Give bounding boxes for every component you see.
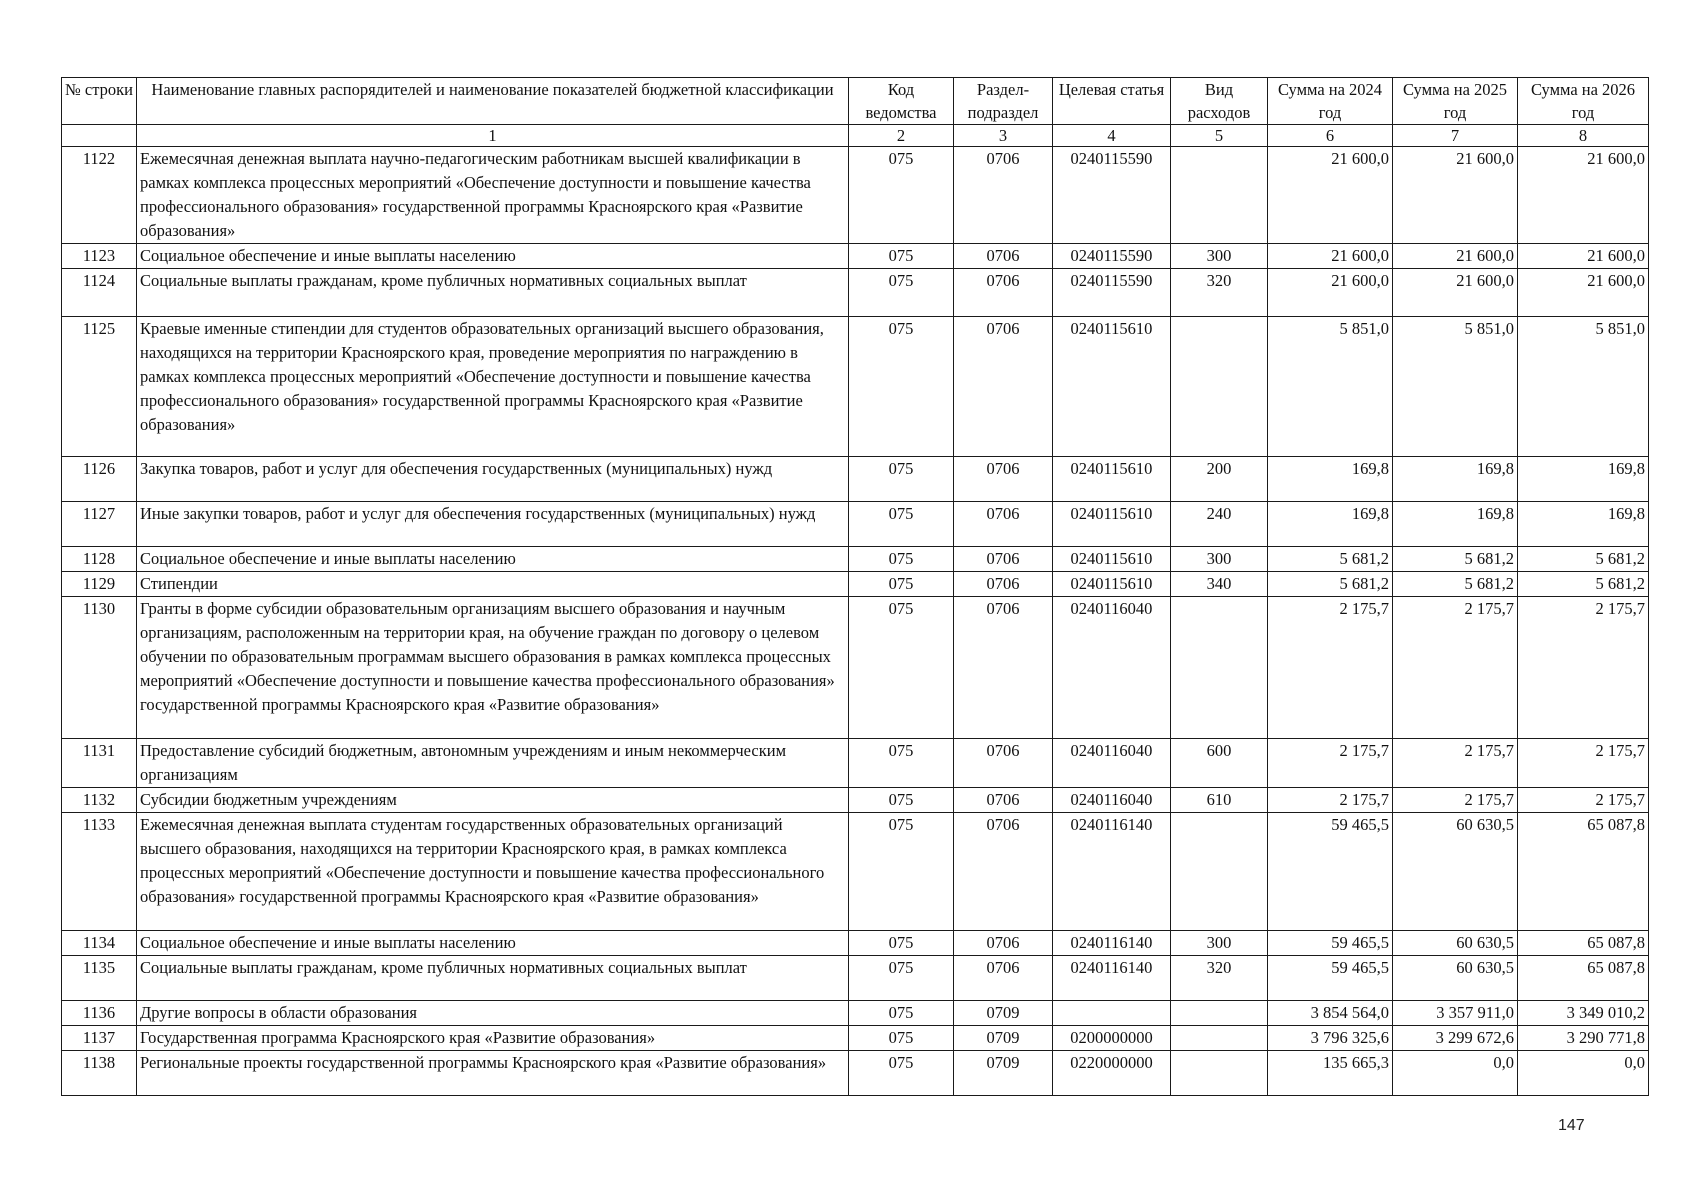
row-name: Ежемесячная денежная выплата студентам государственных образовательных организаций высшего образования, находящихся на территории Красноярского края, в рамках комплекса процессных мероприятий «Обеспечение доступности и повышение качества профессионального образования» государственной программы Красноярского края «Развитие образования» <box>137 813 849 931</box>
row-sum-2026: 2 175,7 <box>1518 788 1649 813</box>
row-sum-2026: 21 600,0 <box>1518 269 1649 317</box>
header-vr: Вид расходов <box>1171 78 1268 125</box>
row-sum-2025: 0,0 <box>1393 1051 1518 1096</box>
row-sum-2025: 169,8 <box>1393 457 1518 502</box>
table-row <box>62 1026 1649 1051</box>
row-sum-2026: 3 349 010,2 <box>1518 1001 1649 1026</box>
row-section-code: 0706 <box>954 739 1053 788</box>
column-number-row <box>62 125 1649 147</box>
row-name: Краевые именные стипендии для студентов образовательных организаций высшего образования, находящихся на территории Красноярского края, проведение мероприятия по награждению в рамках комплекса процессных мероприятий «Обеспечение доступности и повышение качества профессионального образования» государственной программы Красноярского края «Развитие образования» <box>137 317 849 457</box>
row-section-code: 0706 <box>954 269 1053 317</box>
row-ved-code: 075 <box>849 1001 954 1026</box>
row-sum-2025: 5 681,2 <box>1393 547 1518 572</box>
row-name: Социальное обеспечение и иные выплаты населению <box>137 244 849 269</box>
row-sum-2026: 169,8 <box>1518 457 1649 502</box>
row-sum-2026: 65 087,8 <box>1518 931 1649 956</box>
row-section-code: 0706 <box>954 547 1053 572</box>
row-number: 1126 <box>62 457 137 502</box>
row-sum-2024: 59 465,5 <box>1268 813 1393 931</box>
row-expense-type: 340 <box>1171 572 1268 597</box>
table-row <box>62 457 1649 502</box>
row-target-article: 0240115610 <box>1053 457 1171 502</box>
row-section-code: 0706 <box>954 244 1053 269</box>
row-target-article <box>1053 1001 1171 1026</box>
row-target-article: 0220000000 <box>1053 1051 1171 1096</box>
row-sum-2026: 5 851,0 <box>1518 317 1649 457</box>
column-number-blank <box>62 125 137 147</box>
row-expense-type <box>1171 1001 1268 1026</box>
row-ved-code: 075 <box>849 457 954 502</box>
row-ved-code: 075 <box>849 572 954 597</box>
row-sum-2025: 169,8 <box>1393 502 1518 547</box>
row-ved-code: 075 <box>849 317 954 457</box>
row-section-code: 0706 <box>954 147 1053 244</box>
row-section-code: 0706 <box>954 457 1053 502</box>
row-ved-code: 075 <box>849 547 954 572</box>
row-ved-code: 075 <box>849 788 954 813</box>
row-sum-2024: 2 175,7 <box>1268 739 1393 788</box>
table-header-row <box>62 78 1649 125</box>
row-name: Стипендии <box>137 572 849 597</box>
row-section-code: 0706 <box>954 317 1053 457</box>
row-sum-2026: 65 087,8 <box>1518 956 1649 1001</box>
row-sum-2025: 60 630,5 <box>1393 931 1518 956</box>
row-sum-2025: 3 357 911,0 <box>1393 1001 1518 1026</box>
row-number: 1125 <box>62 317 137 457</box>
row-ved-code: 075 <box>849 813 954 931</box>
row-sum-2026: 5 681,2 <box>1518 547 1649 572</box>
row-sum-2025: 60 630,5 <box>1393 813 1518 931</box>
row-expense-type <box>1171 147 1268 244</box>
row-section-code: 0709 <box>954 1026 1053 1051</box>
table-row <box>62 956 1649 1001</box>
row-sum-2025: 2 175,7 <box>1393 739 1518 788</box>
row-expense-type <box>1171 1026 1268 1051</box>
row-target-article: 0240116040 <box>1053 788 1171 813</box>
header-sum-2024: Сумма на 2024 год <box>1268 78 1393 125</box>
row-number: 1130 <box>62 597 137 739</box>
table-row <box>62 317 1649 457</box>
row-name: Предоставление субсидий бюджетным, автономным учреждениям и иным некоммерческим организациям <box>137 739 849 788</box>
row-expense-type <box>1171 1051 1268 1096</box>
row-number: 1124 <box>62 269 137 317</box>
row-name: Социальные выплаты гражданам, кроме публичных нормативных социальных выплат <box>137 269 849 317</box>
table-row <box>62 547 1649 572</box>
row-name: Социальное обеспечение и иные выплаты населению <box>137 931 849 956</box>
column-number: 3 <box>954 125 1053 147</box>
column-number: 2 <box>849 125 954 147</box>
row-section-code: 0706 <box>954 813 1053 931</box>
row-name: Социальное обеспечение и иные выплаты населению <box>137 547 849 572</box>
row-target-article: 0240115610 <box>1053 317 1171 457</box>
header-ved: Код ведомства <box>849 78 954 125</box>
table-row <box>62 502 1649 547</box>
row-name: Ежемесячная денежная выплата научно-педагогическим работникам высшей квалификации в рамках комплекса процессных мероприятий «Обеспечение доступности и повышение качества профессионального образования» государственной программы Красноярского края «Развитие образования» <box>137 147 849 244</box>
row-sum-2026: 65 087,8 <box>1518 813 1649 931</box>
row-sum-2025: 21 600,0 <box>1393 147 1518 244</box>
row-expense-type: 600 <box>1171 739 1268 788</box>
column-number: 6 <box>1268 125 1393 147</box>
row-sum-2025: 3 299 672,6 <box>1393 1026 1518 1051</box>
table-row <box>62 1051 1649 1096</box>
row-expense-type <box>1171 813 1268 931</box>
table-row <box>62 147 1649 244</box>
row-target-article: 0240115590 <box>1053 244 1171 269</box>
row-name: Региональные проекты государственной программы Красноярского края «Развитие образования» <box>137 1051 849 1096</box>
row-name: Гранты в форме субсидии образовательным организациям высшего образования и научным организациям, расположенным на территории края, на обучение граждан по договору о целевом обучении по образовательным программам высшего образования в рамках комплекса процессных мероприятий «Обеспечение доступности и повышение качества профессионального образования» государственной программы Красноярского края «Развитие образования» <box>137 597 849 739</box>
row-sum-2026: 2 175,7 <box>1518 739 1649 788</box>
column-number: 8 <box>1518 125 1649 147</box>
row-number: 1138 <box>62 1051 137 1096</box>
row-number: 1123 <box>62 244 137 269</box>
row-sum-2024: 2 175,7 <box>1268 597 1393 739</box>
row-ved-code: 075 <box>849 269 954 317</box>
row-sum-2026: 21 600,0 <box>1518 244 1649 269</box>
row-section-code: 0706 <box>954 931 1053 956</box>
row-number: 1127 <box>62 502 137 547</box>
column-number: 4 <box>1053 125 1171 147</box>
column-number: 5 <box>1171 125 1268 147</box>
row-ved-code: 075 <box>849 147 954 244</box>
row-number: 1122 <box>62 147 137 244</box>
row-sum-2025: 5 681,2 <box>1393 572 1518 597</box>
header-row-no: № строки <box>62 78 137 125</box>
row-sum-2024: 3 796 325,6 <box>1268 1026 1393 1051</box>
row-ved-code: 075 <box>849 244 954 269</box>
row-sum-2024: 169,8 <box>1268 502 1393 547</box>
row-sum-2025: 60 630,5 <box>1393 956 1518 1001</box>
row-number: 1134 <box>62 931 137 956</box>
row-name: Закупка товаров, работ и услуг для обеспечения государственных (муниципальных) нужд <box>137 457 849 502</box>
row-section-code: 0706 <box>954 788 1053 813</box>
row-target-article: 0240116140 <box>1053 956 1171 1001</box>
header-razd: Раздел-подраздел <box>954 78 1053 125</box>
table-row <box>62 788 1649 813</box>
row-section-code: 0706 <box>954 956 1053 1001</box>
row-sum-2024: 59 465,5 <box>1268 956 1393 1001</box>
row-section-code: 0706 <box>954 572 1053 597</box>
row-name: Другие вопросы в области образования <box>137 1001 849 1026</box>
row-ved-code: 075 <box>849 931 954 956</box>
row-target-article: 0240116040 <box>1053 739 1171 788</box>
table-row <box>62 269 1649 317</box>
page-number: 147 <box>1558 1117 1585 1134</box>
table-row <box>62 597 1649 739</box>
row-number: 1135 <box>62 956 137 1001</box>
row-name: Иные закупки товаров, работ и услуг для обеспечения государственных (муниципальных) нужд <box>137 502 849 547</box>
table-row <box>62 572 1649 597</box>
row-sum-2026: 2 175,7 <box>1518 597 1649 739</box>
row-sum-2024: 21 600,0 <box>1268 269 1393 317</box>
table-row <box>62 1001 1649 1026</box>
row-section-code: 0706 <box>954 502 1053 547</box>
row-sum-2025: 21 600,0 <box>1393 244 1518 269</box>
row-section-code: 0709 <box>954 1051 1053 1096</box>
row-target-article: 0240115610 <box>1053 547 1171 572</box>
row-expense-type: 320 <box>1171 269 1268 317</box>
row-expense-type: 320 <box>1171 956 1268 1001</box>
table-row <box>62 813 1649 931</box>
row-expense-type <box>1171 597 1268 739</box>
row-expense-type: 300 <box>1171 547 1268 572</box>
header-sum-2026: Сумма на 2026 год <box>1518 78 1649 125</box>
row-expense-type: 240 <box>1171 502 1268 547</box>
row-expense-type: 610 <box>1171 788 1268 813</box>
row-sum-2026: 0,0 <box>1518 1051 1649 1096</box>
row-sum-2024: 5 681,2 <box>1268 572 1393 597</box>
row-sum-2025: 2 175,7 <box>1393 597 1518 739</box>
row-sum-2025: 5 851,0 <box>1393 317 1518 457</box>
row-sum-2024: 21 600,0 <box>1268 147 1393 244</box>
row-target-article: 0240115590 <box>1053 269 1171 317</box>
row-target-article: 0240115610 <box>1053 572 1171 597</box>
row-expense-type <box>1171 317 1268 457</box>
row-expense-type: 300 <box>1171 931 1268 956</box>
header-sum-2025: Сумма на 2025 год <box>1393 78 1518 125</box>
row-sum-2024: 21 600,0 <box>1268 244 1393 269</box>
row-sum-2026: 3 290 771,8 <box>1518 1026 1649 1051</box>
row-name: Социальные выплаты гражданам, кроме публичных нормативных социальных выплат <box>137 956 849 1001</box>
row-name: Субсидии бюджетным учреждениям <box>137 788 849 813</box>
row-sum-2026: 21 600,0 <box>1518 147 1649 244</box>
row-target-article: 0200000000 <box>1053 1026 1171 1051</box>
row-target-article: 0240116040 <box>1053 597 1171 739</box>
row-sum-2026: 5 681,2 <box>1518 572 1649 597</box>
row-target-article: 0240115590 <box>1053 147 1171 244</box>
row-sum-2025: 21 600,0 <box>1393 269 1518 317</box>
budget-table <box>61 77 1649 1096</box>
row-number: 1132 <box>62 788 137 813</box>
column-number: 7 <box>1393 125 1518 147</box>
row-number: 1129 <box>62 572 137 597</box>
row-sum-2024: 3 854 564,0 <box>1268 1001 1393 1026</box>
row-expense-type: 200 <box>1171 457 1268 502</box>
row-number: 1128 <box>62 547 137 572</box>
row-target-article: 0240116140 <box>1053 931 1171 956</box>
row-ved-code: 075 <box>849 1026 954 1051</box>
row-name: Государственная программа Красноярского края «Развитие образования» <box>137 1026 849 1051</box>
column-number: 1 <box>137 125 849 147</box>
row-number: 1136 <box>62 1001 137 1026</box>
table-row <box>62 739 1649 788</box>
row-sum-2024: 135 665,3 <box>1268 1051 1393 1096</box>
row-section-code: 0709 <box>954 1001 1053 1026</box>
row-number: 1137 <box>62 1026 137 1051</box>
table-row <box>62 244 1649 269</box>
row-ved-code: 075 <box>849 1051 954 1096</box>
row-number: 1133 <box>62 813 137 931</box>
row-ved-code: 075 <box>849 956 954 1001</box>
row-sum-2025: 2 175,7 <box>1393 788 1518 813</box>
row-ved-code: 075 <box>849 597 954 739</box>
row-sum-2024: 5 851,0 <box>1268 317 1393 457</box>
row-target-article: 0240115610 <box>1053 502 1171 547</box>
row-section-code: 0706 <box>954 597 1053 739</box>
row-ved-code: 075 <box>849 739 954 788</box>
row-number: 1131 <box>62 739 137 788</box>
row-sum-2024: 5 681,2 <box>1268 547 1393 572</box>
row-sum-2024: 59 465,5 <box>1268 931 1393 956</box>
table-row <box>62 931 1649 956</box>
row-target-article: 0240116140 <box>1053 813 1171 931</box>
row-sum-2024: 2 175,7 <box>1268 788 1393 813</box>
header-name: Наименование главных распорядителей и наименование показателей бюджетной классификации <box>137 78 849 125</box>
row-sum-2024: 169,8 <box>1268 457 1393 502</box>
row-ved-code: 075 <box>849 502 954 547</box>
header-cs: Целевая статья <box>1053 78 1171 125</box>
row-sum-2026: 169,8 <box>1518 502 1649 547</box>
row-expense-type: 300 <box>1171 244 1268 269</box>
